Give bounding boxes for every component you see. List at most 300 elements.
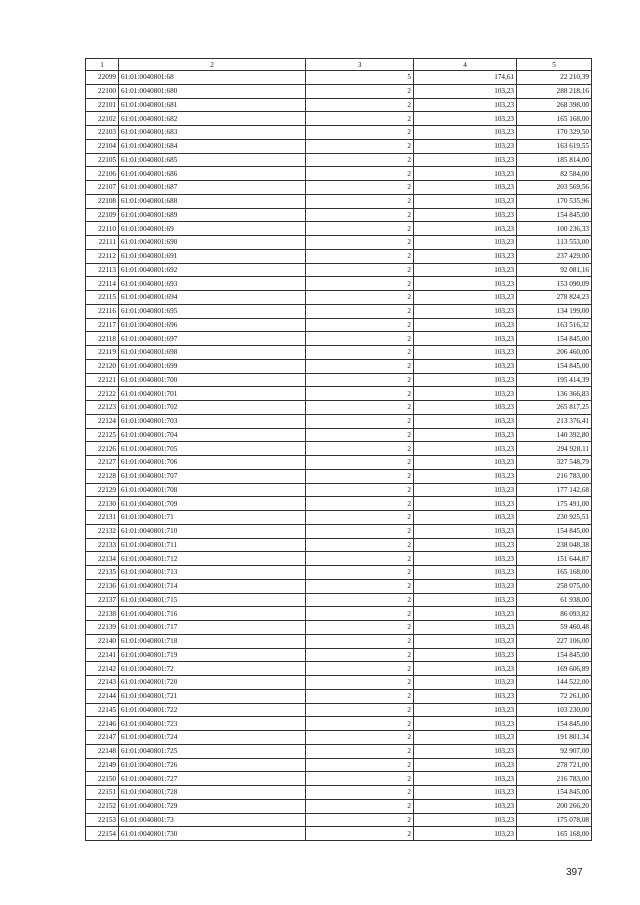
- table-cell: 61:01:0040801:727: [119, 772, 306, 786]
- table-cell: 22111: [86, 236, 119, 250]
- table-cell: 278 824,23: [517, 291, 592, 305]
- table-cell: 22120: [86, 359, 119, 373]
- table-cell: 103,23: [414, 153, 517, 167]
- table-cell: 206 460,00: [517, 346, 592, 360]
- table-cell: 103,23: [414, 579, 517, 593]
- table-cell: 22149: [86, 758, 119, 772]
- table-row: [86, 634, 592, 648]
- table-cell: 165 168,00: [517, 566, 592, 580]
- table-cell: 2: [306, 469, 414, 483]
- table-cell: 2: [306, 456, 414, 470]
- table-cell: 2: [306, 428, 414, 442]
- table-cell: 22132: [86, 524, 119, 538]
- table-cell: 103,23: [414, 126, 517, 140]
- table-row: [86, 566, 592, 580]
- table-cell: 22146: [86, 717, 119, 731]
- table-cell: 22130: [86, 497, 119, 511]
- table-cell: 61:01:0040801:706: [119, 456, 306, 470]
- table-row: [86, 744, 592, 758]
- column-header: 3: [306, 59, 414, 71]
- table-cell: 163 516,32: [517, 318, 592, 332]
- table-cell: 22152: [86, 799, 119, 813]
- table-cell: 103,23: [414, 813, 517, 827]
- table-cell: 103,23: [414, 442, 517, 456]
- table-cell: 61:01:0040801:714: [119, 579, 306, 593]
- table-row: [86, 662, 592, 676]
- table-cell: 22136: [86, 579, 119, 593]
- table-row: [86, 277, 592, 291]
- table-row: [86, 304, 592, 318]
- table-cell: 61:01:0040801:710: [119, 524, 306, 538]
- table-cell: 103,23: [414, 84, 517, 98]
- table-cell: 103,23: [414, 662, 517, 676]
- table-cell: 2: [306, 621, 414, 635]
- table-row: [86, 387, 592, 401]
- table-cell: 185 814,00: [517, 153, 592, 167]
- table-cell: 61:01:0040801:713: [119, 566, 306, 580]
- table-cell: 22109: [86, 208, 119, 222]
- page-number: 397: [566, 867, 583, 878]
- table-cell: 22123: [86, 401, 119, 415]
- table-cell: 2: [306, 813, 414, 827]
- table-cell: 216 783,00: [517, 469, 592, 483]
- table-cell: 2: [306, 194, 414, 208]
- table-cell: 2: [306, 332, 414, 346]
- table-cell: 92 907,00: [517, 744, 592, 758]
- table-cell: 103,23: [414, 731, 517, 745]
- table-cell: 22133: [86, 538, 119, 552]
- table-row: [86, 827, 592, 841]
- table-cell: 22139: [86, 621, 119, 635]
- table-cell: 22142: [86, 662, 119, 676]
- table-cell: 103,23: [414, 167, 517, 181]
- table-cell: 61:01:0040801:686: [119, 167, 306, 181]
- table-cell: 103,23: [414, 524, 517, 538]
- table-cell: 61:01:0040801:687: [119, 181, 306, 195]
- column-header: 4: [414, 59, 517, 71]
- table-cell: 61:01:0040801:68: [119, 71, 306, 85]
- table-cell: 61:01:0040801:725: [119, 744, 306, 758]
- table-cell: 151 644,87: [517, 552, 592, 566]
- table-cell: 61:01:0040801:729: [119, 799, 306, 813]
- table-cell: 103,23: [414, 139, 517, 153]
- table-cell: 2: [306, 744, 414, 758]
- table-row: [86, 291, 592, 305]
- table-cell: 2: [306, 442, 414, 456]
- table-cell: 154 845,00: [517, 648, 592, 662]
- table-cell: 22137: [86, 593, 119, 607]
- table-cell: 22125: [86, 428, 119, 442]
- table-cell: 61:01:0040801:718: [119, 634, 306, 648]
- table-cell: 2: [306, 483, 414, 497]
- table-row: [86, 607, 592, 621]
- table-row: [86, 318, 592, 332]
- table-row: [86, 263, 592, 277]
- table-cell: 103,23: [414, 799, 517, 813]
- table-cell: 61:01:0040801:715: [119, 593, 306, 607]
- table-cell: 22114: [86, 277, 119, 291]
- table-cell: 103,23: [414, 703, 517, 717]
- table-cell: 2: [306, 552, 414, 566]
- table-row: [86, 359, 592, 373]
- table-cell: 2: [306, 304, 414, 318]
- table-cell: 2: [306, 717, 414, 731]
- table-row: [86, 236, 592, 250]
- table-cell: 61:01:0040801:691: [119, 249, 306, 263]
- table-cell: 22103: [86, 126, 119, 140]
- table-cell: 103,23: [414, 593, 517, 607]
- table-row: [86, 249, 592, 263]
- table-cell: 103,23: [414, 332, 517, 346]
- column-header: 1: [86, 59, 119, 71]
- table-cell: 154 845,00: [517, 524, 592, 538]
- table-cell: 22138: [86, 607, 119, 621]
- table-cell: 86 093,82: [517, 607, 592, 621]
- table-cell: 22150: [86, 772, 119, 786]
- table-cell: 22106: [86, 167, 119, 181]
- table-cell: 22131: [86, 511, 119, 525]
- table-cell: 2: [306, 249, 414, 263]
- table-cell: 61:01:0040801:712: [119, 552, 306, 566]
- table-row: [86, 717, 592, 731]
- table-cell: 154 845,00: [517, 359, 592, 373]
- table-cell: 2: [306, 538, 414, 552]
- table-cell: 175 491,00: [517, 497, 592, 511]
- table-cell: 103,23: [414, 772, 517, 786]
- table-cell: 2: [306, 703, 414, 717]
- table-cell: 2: [306, 359, 414, 373]
- table-row: [86, 373, 592, 387]
- table-cell: 2: [306, 346, 414, 360]
- table-row: [86, 153, 592, 167]
- table-cell: 103,23: [414, 304, 517, 318]
- table-row: [86, 126, 592, 140]
- table-row: [86, 799, 592, 813]
- table-cell: 103,23: [414, 346, 517, 360]
- table-cell: 294 928,11: [517, 442, 592, 456]
- table-cell: 92 081,16: [517, 263, 592, 277]
- table-cell: 22154: [86, 827, 119, 841]
- table-cell: 278 721,00: [517, 758, 592, 772]
- table-cell: 61:01:0040801:724: [119, 731, 306, 745]
- table-row: [86, 483, 592, 497]
- table-cell: 100 236,33: [517, 222, 592, 236]
- table-cell: 265 817,25: [517, 401, 592, 415]
- table-cell: 103,23: [414, 181, 517, 195]
- table-cell: 61:01:0040801:707: [119, 469, 306, 483]
- table-cell: 22147: [86, 731, 119, 745]
- table-cell: 2: [306, 648, 414, 662]
- table-cell: 2: [306, 676, 414, 690]
- table-cell: 103,23: [414, 744, 517, 758]
- table-header: [86, 59, 592, 71]
- table-cell: 61:01:0040801:708: [119, 483, 306, 497]
- table-row: [86, 346, 592, 360]
- table-cell: 2: [306, 167, 414, 181]
- table-cell: 61:01:0040801:689: [119, 208, 306, 222]
- table-cell: 177 142,68: [517, 483, 592, 497]
- table-cell: 61:01:0040801:700: [119, 373, 306, 387]
- table-row: [86, 538, 592, 552]
- table-cell: 61:01:0040801:717: [119, 621, 306, 635]
- table-cell: 61:01:0040801:697: [119, 332, 306, 346]
- table-cell: 154 845,00: [517, 208, 592, 222]
- table-cell: 103,23: [414, 401, 517, 415]
- table-cell: 22145: [86, 703, 119, 717]
- table-body: [86, 71, 592, 841]
- table-row: [86, 648, 592, 662]
- table-cell: 61:01:0040801:696: [119, 318, 306, 332]
- table-cell: 154 845,00: [517, 717, 592, 731]
- table-cell: 2: [306, 139, 414, 153]
- table-cell: 2: [306, 731, 414, 745]
- table-cell: 61:01:0040801:680: [119, 84, 306, 98]
- table-cell: 61:01:0040801:695: [119, 304, 306, 318]
- table-cell: 103,23: [414, 277, 517, 291]
- table-cell: 140 392,80: [517, 428, 592, 442]
- table-row: [86, 414, 592, 428]
- table-cell: 103,23: [414, 359, 517, 373]
- table-cell: 2: [306, 593, 414, 607]
- table-cell: 2: [306, 126, 414, 140]
- table-cell: 154 845,00: [517, 786, 592, 800]
- table-row: [86, 593, 592, 607]
- table-row: [86, 208, 592, 222]
- table-cell: 61:01:0040801:693: [119, 277, 306, 291]
- table-cell: 61:01:0040801:726: [119, 758, 306, 772]
- table-cell: 103,23: [414, 607, 517, 621]
- table-cell: 103,23: [414, 689, 517, 703]
- table-cell: 2: [306, 511, 414, 525]
- table-cell: 61:01:0040801:698: [119, 346, 306, 360]
- table-cell: 165 168,00: [517, 827, 592, 841]
- table-row: [86, 98, 592, 112]
- table-cell: 22151: [86, 786, 119, 800]
- table-row: [86, 552, 592, 566]
- table-cell: 72 261,00: [517, 689, 592, 703]
- table-row: [86, 703, 592, 717]
- table-cell: 169 606,89: [517, 662, 592, 676]
- table-row: [86, 84, 592, 98]
- table-cell: 103,23: [414, 373, 517, 387]
- table-cell: 174,61: [414, 71, 517, 85]
- table-cell: 153 090,09: [517, 277, 592, 291]
- table-cell: 2: [306, 566, 414, 580]
- table-cell: 2: [306, 98, 414, 112]
- table-cell: 2: [306, 387, 414, 401]
- table-row: [86, 456, 592, 470]
- table-cell: 2: [306, 208, 414, 222]
- table-row: [86, 194, 592, 208]
- table-cell: 103,23: [414, 414, 517, 428]
- table-cell: 61:01:0040801:711: [119, 538, 306, 552]
- table-cell: 22129: [86, 483, 119, 497]
- table-row: [86, 332, 592, 346]
- table-cell: 22134: [86, 552, 119, 566]
- table-row: [86, 731, 592, 745]
- table-cell: 2: [306, 112, 414, 126]
- table-cell: 2: [306, 758, 414, 772]
- table-cell: 22110: [86, 222, 119, 236]
- table-cell: 103,23: [414, 469, 517, 483]
- table-cell: 103,23: [414, 428, 517, 442]
- table-cell: 61:01:0040801:683: [119, 126, 306, 140]
- table-cell: 61:01:0040801:701: [119, 387, 306, 401]
- data-table: [85, 58, 592, 841]
- table-cell: 103 230,00: [517, 703, 592, 717]
- table-cell: 22107: [86, 181, 119, 195]
- column-header: 5: [517, 59, 592, 71]
- table-cell: 103,23: [414, 758, 517, 772]
- table-cell: 2: [306, 277, 414, 291]
- table-cell: 191 801,34: [517, 731, 592, 745]
- table-cell: 103,23: [414, 318, 517, 332]
- table-cell: 22101: [86, 98, 119, 112]
- table-cell: 61:01:0040801:685: [119, 153, 306, 167]
- table-cell: 103,23: [414, 112, 517, 126]
- table-row: [86, 621, 592, 635]
- table-cell: 61:01:0040801:728: [119, 786, 306, 800]
- table-cell: 61:01:0040801:716: [119, 607, 306, 621]
- table-cell: 103,23: [414, 786, 517, 800]
- table-cell: 22115: [86, 291, 119, 305]
- table-cell: 22121: [86, 373, 119, 387]
- table-cell: 61:01:0040801:73: [119, 813, 306, 827]
- table-cell: 22118: [86, 332, 119, 346]
- table-cell: 165 168,00: [517, 112, 592, 126]
- table-cell: 103,23: [414, 566, 517, 580]
- table-cell: 2: [306, 222, 414, 236]
- table-cell: 200 266,20: [517, 799, 592, 813]
- table-cell: 61:01:0040801:682: [119, 112, 306, 126]
- table-cell: 61:01:0040801:730: [119, 827, 306, 841]
- table-cell: 22113: [86, 263, 119, 277]
- table-cell: 2: [306, 181, 414, 195]
- table-cell: 22126: [86, 442, 119, 456]
- table-cell: 61:01:0040801:720: [119, 676, 306, 690]
- table-cell: 2: [306, 84, 414, 98]
- table-cell: 2: [306, 497, 414, 511]
- table-cell: 163 619,55: [517, 139, 592, 153]
- table-cell: 134 199,00: [517, 304, 592, 318]
- table-cell: 327 548,79: [517, 456, 592, 470]
- table-cell: 2: [306, 318, 414, 332]
- table-cell: 103,23: [414, 387, 517, 401]
- table-cell: 2: [306, 786, 414, 800]
- table-row: [86, 139, 592, 153]
- table-cell: 103,23: [414, 291, 517, 305]
- table-cell: 22108: [86, 194, 119, 208]
- table-cell: 288 218,16: [517, 84, 592, 98]
- table-cell: 136 366,83: [517, 387, 592, 401]
- table-cell: 103,23: [414, 98, 517, 112]
- table-cell: 2: [306, 373, 414, 387]
- table-cell: 103,23: [414, 222, 517, 236]
- table-cell: 61:01:0040801:719: [119, 648, 306, 662]
- table-row: [86, 181, 592, 195]
- table-cell: 22127: [86, 456, 119, 470]
- table-row: [86, 428, 592, 442]
- table-cell: 22112: [86, 249, 119, 263]
- table-cell: 61:01:0040801:705: [119, 442, 306, 456]
- table-cell: 59 460,48: [517, 621, 592, 635]
- table-cell: 103,23: [414, 538, 517, 552]
- table-cell: 61:01:0040801:681: [119, 98, 306, 112]
- table-cell: 175 078,08: [517, 813, 592, 827]
- table-cell: 22102: [86, 112, 119, 126]
- table-cell: 103,23: [414, 194, 517, 208]
- table-cell: 103,23: [414, 717, 517, 731]
- table-row: [86, 524, 592, 538]
- table-cell: 144 522,00: [517, 676, 592, 690]
- table-cell: 22117: [86, 318, 119, 332]
- table-cell: 22140: [86, 634, 119, 648]
- table-cell: 2: [306, 772, 414, 786]
- table-cell: 61:01:0040801:688: [119, 194, 306, 208]
- table-cell: 213 376,41: [517, 414, 592, 428]
- table-row: [86, 497, 592, 511]
- table-cell: 22135: [86, 566, 119, 580]
- table-cell: 2: [306, 263, 414, 277]
- table-cell: 103,23: [414, 497, 517, 511]
- table-row: [86, 772, 592, 786]
- table-cell: 5: [306, 71, 414, 85]
- table-row: [86, 167, 592, 181]
- table-cell: 61:01:0040801:721: [119, 689, 306, 703]
- table-cell: 2: [306, 524, 414, 538]
- table-cell: 22148: [86, 744, 119, 758]
- table-row: [86, 442, 592, 456]
- table-cell: 103,23: [414, 827, 517, 841]
- table-cell: 61 938,00: [517, 593, 592, 607]
- table-cell: 22128: [86, 469, 119, 483]
- table-cell: 22099: [86, 71, 119, 85]
- table-cell: 22 210,39: [517, 71, 592, 85]
- table-cell: 22143: [86, 676, 119, 690]
- table-cell: 61:01:0040801:69: [119, 222, 306, 236]
- table-cell: 237 429,00: [517, 249, 592, 263]
- table-cell: 22122: [86, 387, 119, 401]
- table-cell: 22144: [86, 689, 119, 703]
- table-row: [86, 112, 592, 126]
- table-cell: 2: [306, 634, 414, 648]
- table-cell: 2: [306, 662, 414, 676]
- table-cell: 2: [306, 579, 414, 593]
- table-row: [86, 511, 592, 525]
- table-cell: 103,23: [414, 236, 517, 250]
- table-cell: 61:01:0040801:699: [119, 359, 306, 373]
- table-cell: 2: [306, 401, 414, 415]
- table-cell: 103,23: [414, 456, 517, 470]
- table-cell: 22105: [86, 153, 119, 167]
- table-cell: 22116: [86, 304, 119, 318]
- table-cell: 203 569,56: [517, 181, 592, 195]
- table-row: [86, 813, 592, 827]
- table-cell: 2: [306, 799, 414, 813]
- table-row: [86, 786, 592, 800]
- table-cell: 61:01:0040801:709: [119, 497, 306, 511]
- table-cell: 61:01:0040801:702: [119, 401, 306, 415]
- table-cell: 103,23: [414, 648, 517, 662]
- column-header: 2: [119, 59, 306, 71]
- table-cell: 103,23: [414, 634, 517, 648]
- table-row: [86, 689, 592, 703]
- table-cell: 103,23: [414, 676, 517, 690]
- table-cell: 2: [306, 607, 414, 621]
- table-cell: 2: [306, 827, 414, 841]
- table-cell: 61:01:0040801:694: [119, 291, 306, 305]
- table-cell: 103,23: [414, 483, 517, 497]
